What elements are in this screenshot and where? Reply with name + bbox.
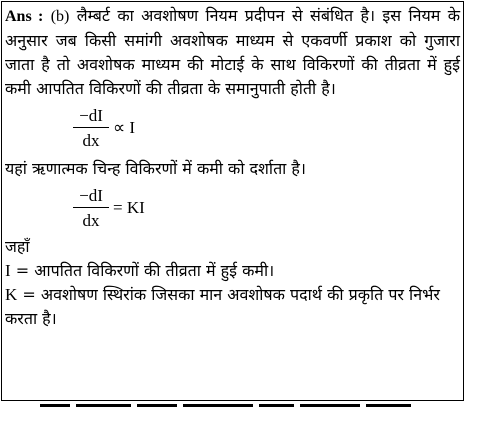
definition-i-text: = आपतित विकिरणों की तीव्रता में हुई कमी।	[15, 261, 275, 280]
definition-k-symbol: K	[5, 285, 18, 304]
formula2-rhs: = KI	[113, 198, 145, 217]
formula-proportional	[73, 105, 460, 155]
answer-intro	[5, 4, 460, 101]
formula-equation	[73, 185, 460, 235]
formula2-fraction	[73, 185, 109, 232]
answer-label: Ans :	[5, 8, 44, 25]
definition-k-text: = अवशोषण स्थिरांक जिसका मान अवशोषक पदार्थ की प्रकृति पर निर्भर करता है।	[5, 285, 440, 328]
sign-note: यहां ऋणात्मक चिन्ह विकिरणों में कमी को दर्शाता है।	[5, 159, 306, 178]
formula1-rhs: ∝ I	[113, 118, 136, 137]
answer-box	[1, 1, 464, 401]
formula1-numerator: −dI	[73, 105, 109, 128]
formula2-numerator: −dI	[73, 185, 109, 208]
formula2-denominator: dx	[82, 211, 100, 230]
answer-intro-text: लैम्बर्ट का अवशोषण नियम प्रदीपन से संबंधित है। इस नियम के अनुसार जब किसी समांगी अवशोषक माध्यम से एकवर्णी प्रकाश को गुजारा जाता है तो अवशोषक माध्यम की मोटाई के साथ विकिरणों की तीव्रता में हुई कमी आपतित विकिरणों की तीव्रता के समानुपाती होती है।	[5, 6, 461, 98]
cropped-next-line	[40, 404, 460, 418]
formula1-fraction	[73, 105, 109, 152]
definition-i	[5, 259, 460, 283]
definition-k	[5, 283, 460, 331]
answer-option: (b)	[50, 8, 70, 25]
definition-i-symbol: I	[5, 261, 11, 280]
formula1-denominator: dx	[82, 131, 100, 150]
where-label: जहाँ	[5, 237, 30, 256]
